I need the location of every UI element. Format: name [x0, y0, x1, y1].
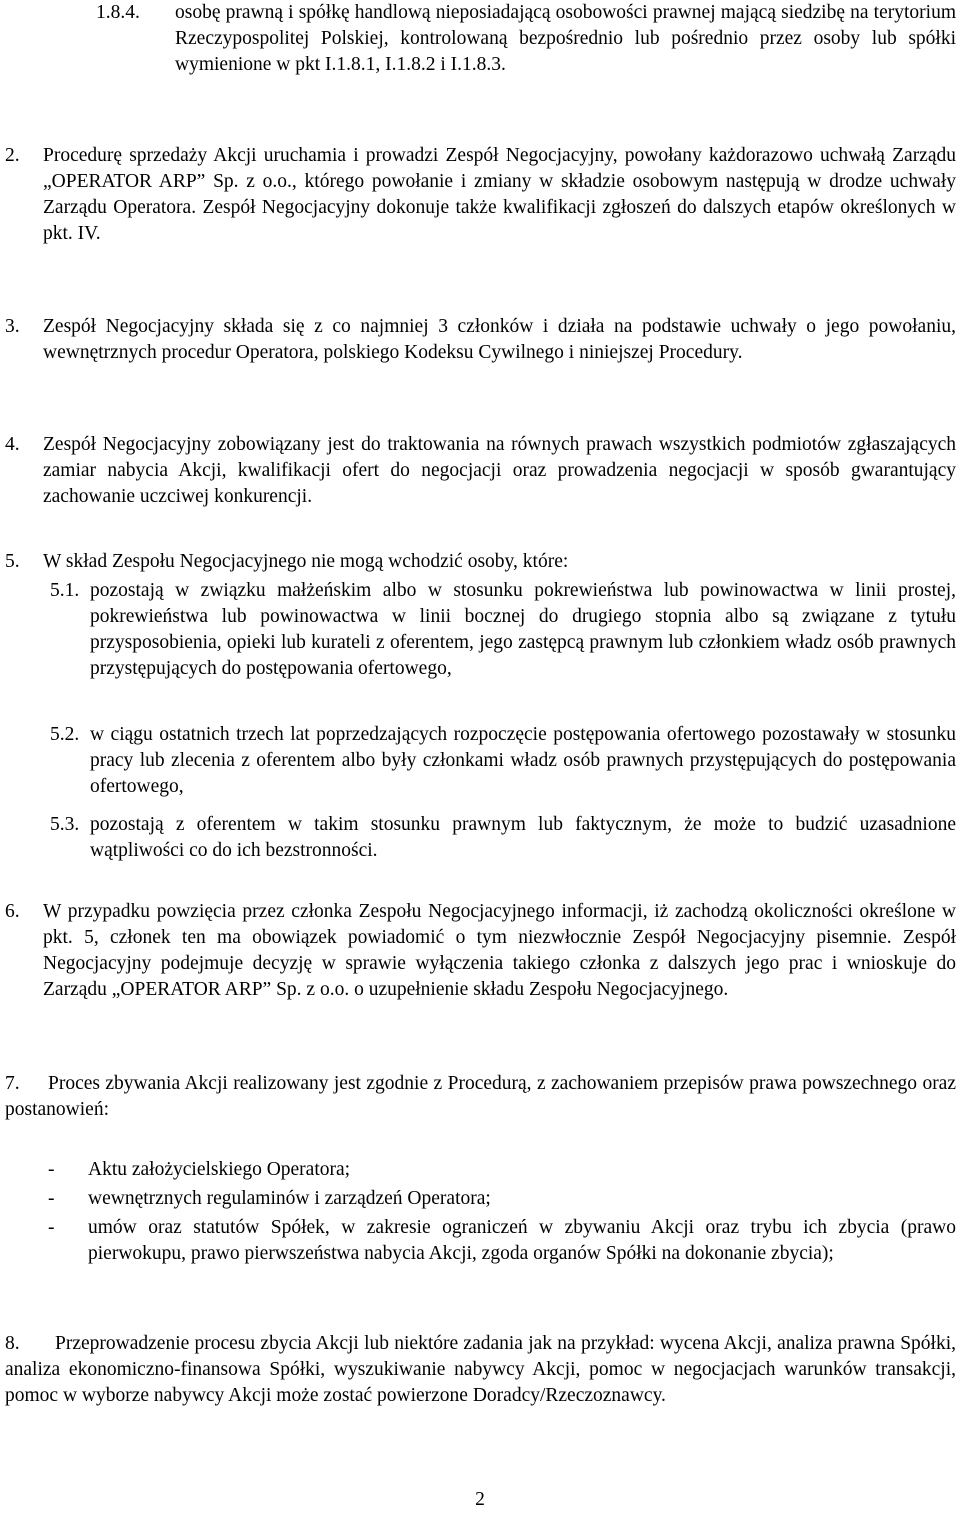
list-item-5-2	[50, 722, 956, 800]
list-item-7-1	[48, 1157, 956, 1183]
list-item-text: Aktu założycielskiego Operatora;	[88, 1159, 351, 1180]
dash-bullet: -	[48, 1188, 55, 1209]
list-item-text: w ciągu ostatnich trzech lat poprzedzających rozpoczęcie postępowania ofertowego pozostawały w stosunku pracy lub zlecenia z oferentem albo były członkami władz osób prawnych przystępujących do postępowania ofertowego,	[90, 724, 956, 797]
list-item-7-3	[48, 1215, 956, 1267]
point-number-2: 2.	[5, 145, 20, 166]
item-text-1-8-4: osobę prawną i spółkę handlową nieposiadającą osobowości prawnej mającą siedzibę na terytorium Rzeczypospolitej Polskiej, kontrolowaną bezpośrednio lub pośrednio przez osoby lub spółki wymienione w pkt I.1.8.1, I.1.8.2 i I.1.8.3.	[175, 2, 956, 75]
dash-bullet: -	[48, 1217, 55, 1238]
point-number-5: 5.	[5, 551, 20, 572]
list-item-text: pozostają w związku małżeńskim albo w stosunku pokrewieństwa lub powinowactwa w linii prostej, pokrewieństwa lub powinowactwa w linii bocznej do drugiego stopnia albo są związane z tytułu przysposobienia, opieki lub kurateli z oferentem, jego zastępcą prawnym lub członkiem władz osób prawnych przystępujących do postępowania ofertowego,	[90, 580, 956, 679]
point-number-6: 6.	[5, 901, 20, 922]
point-text-2: Procedurę sprzedaży Akcji uruchamia i prowadzi Zespół Negocjacyjny, powołany każdorazowo uchwałą Zarządu „OPERATOR ARP” Sp. z o.o., którego powołanie i zmiany w składzie osobowym następują w drodze uchwały Zarządu Operatora. Zespół Negocjacyjny dokonuje także kwalifikacji zgłoszeń do dalszych etapów określonych w pkt. IV.	[43, 145, 956, 244]
item-number-1-8-4: 1.8.4.	[96, 2, 140, 23]
point-text-5: W skład Zespołu Negocjacyjnego nie mogą wchodzić osoby, które:	[43, 551, 569, 572]
point-number-8: 8.	[5, 1333, 20, 1354]
list-item-text: umów oraz statutów Spółek, w zakresie ograniczeń w zbywaniu Akcji oraz trybu ich zbycia (prawo pierwokupu, prawo pierwszeństwa nabycia Akcji, zgoda organów Spółki na dokonanie zbycia);	[88, 1217, 956, 1264]
point-number-4: 4.	[5, 434, 20, 455]
point-number-3: 3.	[5, 316, 20, 337]
list-item-5-1	[50, 578, 956, 682]
dash-bullet: -	[48, 1159, 55, 1180]
list-item-text: wewnętrznych regulaminów i zarządzeń Operatora;	[88, 1188, 491, 1209]
point-text-3: Zespół Negocjacyjny składa się z co najmniej 3 członków i działa na podstawie uchwały o jego powołaniu, wewnętrznych procedur Operatora, polskiego Kodeksu Cywilnego i niniejszej Procedury.	[43, 316, 956, 363]
list-item-text: pozostają z oferentem w takim stosunku prawnym lub faktycznym, że może to budzić uzasadnione wątpliwości co do ich bezstronności.	[90, 814, 956, 861]
point-number-7: 7.	[5, 1073, 20, 1094]
list-item-number: 5.2.	[50, 724, 80, 745]
point-text-4: Zespół Negocjacyjny zobowiązany jest do traktowania na równych prawach wszystkich podmiotów zgłaszających zamiar nabycia Akcji, kwalifikacji ofert do negocjacji oraz prowadzenia negocjacji w sposób gwarantujący zachowanie uczciwej konkurencji.	[43, 434, 956, 507]
list-item-7-2	[48, 1186, 956, 1212]
point-text-7: Proces zbywania Akcji realizowany jest zgodnie z Procedurą, z zachowaniem przepisów prawa powszechnego oraz postanowień:	[5, 1073, 956, 1120]
list-item-number: 5.1.	[50, 580, 80, 601]
point-text-8: Przeprowadzenie procesu zbycia Akcji lub niektóre zadania jak na przykład: wycena Akcji, analiza prawna Spółki, analiza ekonomiczno-finansowa Spółki, wyszukiwanie nabywcy Akcji, pomoc w negocjacjach warunków transakcji, pomoc w wyborze nabywcy Akcji może zostać powierzone Doradcy/Rzeczoznawcy.	[5, 1333, 956, 1406]
list-item-number: 5.3.	[50, 814, 80, 835]
point-text-6: W przypadku powzięcia przez członka Zespołu Negocjacyjnego informacji, iż zachodzą okoliczności określone w pkt. 5, członek ten ma obowiązek powiadomić o tym niezwłocznie Zespół Negocjacyjny pisemnie. Zespół Negocjacyjny podejmuje decyzję w sprawie wyłączenia takiego członka z dalszych jego prac i wnioskuje do Zarządu „OPERATOR ARP” Sp. z o.o. o uzupełnienie składu Zespołu Negocjacyjnego.	[43, 901, 956, 1000]
page-number: 2	[475, 1489, 485, 1510]
list-item-5-3	[50, 812, 956, 864]
